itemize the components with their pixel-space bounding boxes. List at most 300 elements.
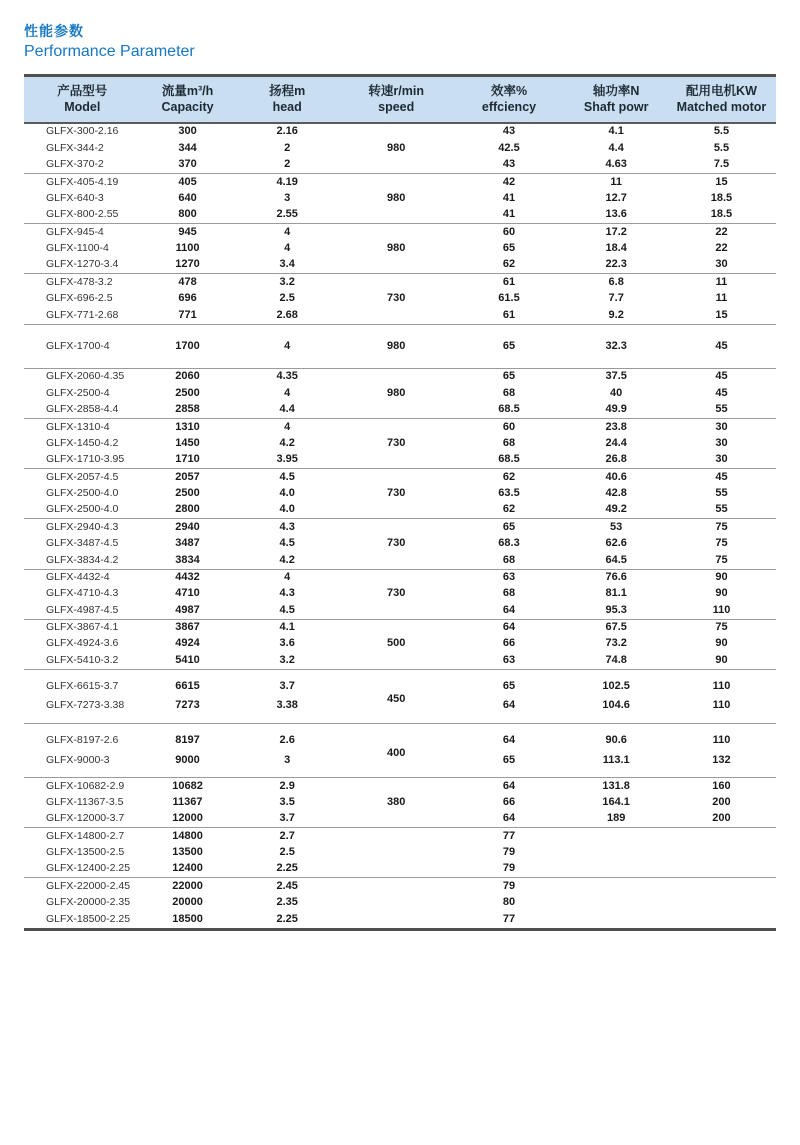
cell-efficiency: 62 — [453, 469, 566, 486]
cell-motor: 75 — [715, 537, 728, 550]
cell-model: GLFX-370-2 — [46, 158, 104, 171]
cell-model: GLFX-2940-4.3 — [24, 519, 141, 536]
table-row — [24, 369, 776, 386]
cell-shaft-power: 189 — [606, 812, 626, 825]
cell-model: GLFX-1310-4 — [24, 419, 141, 436]
cell-motor: 200 — [712, 812, 731, 825]
cell-shaft-power: 104.6 — [602, 699, 630, 712]
cell-capacity: 771 — [178, 308, 197, 321]
cell-model: GLFX-3867-4.1 — [24, 619, 141, 636]
cell-motor: 110 — [712, 603, 731, 616]
cell-capacity: 405 — [141, 174, 235, 191]
column-header-zh: 产品型号 — [57, 84, 108, 98]
cell-model: GLFX-4710-4.3 — [46, 587, 119, 600]
cell-motor: 15 — [715, 308, 728, 321]
cell-efficiency: 77 — [502, 912, 516, 925]
cell-shaft-power: 7.7 — [608, 292, 624, 305]
cell-model: GLFX-344-2 — [46, 141, 104, 154]
table-row — [24, 569, 776, 586]
column-header-en: speed — [378, 100, 415, 114]
cell-shaft-power: 131.8 — [565, 778, 667, 795]
cell-shaft-power: 76.6 — [565, 569, 667, 586]
cell-efficiency: 64 — [502, 812, 516, 825]
cell-efficiency: 65 — [453, 369, 566, 386]
cell-motor: 90 — [715, 637, 728, 650]
cell-head: 3 — [284, 191, 291, 204]
cell-capacity: 1100 — [175, 242, 200, 255]
cell-capacity: 12000 — [172, 812, 203, 825]
cell-motor: 11 — [715, 292, 728, 305]
cell-speed — [340, 828, 453, 878]
cell-model: GLFX-2858-4.4 — [46, 403, 119, 416]
cell-efficiency: 79 — [453, 878, 566, 895]
cell-capacity: 1270 — [175, 258, 200, 271]
cell-efficiency: 60 — [453, 224, 566, 241]
cell-efficiency: 42 — [453, 174, 566, 191]
cell-capacity: 3867 — [141, 619, 235, 636]
cell-head: 3 — [284, 753, 291, 766]
cell-efficiency: 77 — [453, 828, 566, 845]
cell-efficiency: 61 — [453, 274, 566, 291]
cell-efficiency: 68 — [502, 587, 516, 600]
cell-head: 3.5 — [279, 795, 295, 808]
cell-model: GLFX-2060-4.35 — [24, 369, 141, 386]
cell-capacity: 13500 — [172, 846, 203, 859]
cell-shaft-power: 42.8 — [605, 487, 627, 500]
cell-model: GLFX-2500-4 — [46, 386, 110, 399]
cell-model: GLFX-1700-4 — [24, 324, 141, 369]
cell-efficiency: 65 — [502, 753, 516, 766]
cell-speed: 980 — [340, 123, 453, 174]
cell-motor: 5.5 — [667, 123, 776, 140]
cell-motor: 18.5 — [710, 208, 733, 221]
cell-model: GLFX-4924-3.6 — [46, 637, 119, 650]
cell-capacity: 4924 — [175, 637, 200, 650]
cell-efficiency: 63.5 — [498, 487, 520, 500]
cell-head: 4.2 — [279, 436, 295, 449]
performance-parameter-table — [24, 74, 776, 931]
cell-model: GLFX-8197-2.6 — [24, 724, 141, 751]
cell-head: 4 — [284, 242, 291, 255]
cell-speed: 980 — [340, 174, 453, 224]
cell-capacity: 640 — [178, 191, 197, 204]
table-row — [24, 828, 776, 845]
cell-speed: 380 — [340, 778, 453, 828]
cell-capacity: 2057 — [141, 469, 235, 486]
cell-motor: 11 — [667, 274, 776, 291]
cell-model: GLFX-10682-2.9 — [24, 778, 141, 795]
column-header-capacity — [141, 76, 235, 124]
cell-speed: 450 — [340, 669, 453, 723]
cell-model: GLFX-2500-4.0 — [46, 487, 119, 500]
cell-efficiency: 43 — [502, 158, 516, 171]
column-header-zh: 轴功率N — [592, 84, 640, 98]
cell-motor — [667, 895, 776, 911]
table-row — [24, 724, 776, 751]
cell-speed: 980 — [340, 369, 453, 419]
cell-head: 2.25 — [276, 912, 298, 925]
cell-efficiency: 62 — [502, 258, 516, 271]
cell-motor: 110 — [712, 699, 731, 712]
cell-efficiency: 43 — [453, 123, 566, 140]
cell-shaft-power: 62.6 — [605, 537, 627, 550]
cell-efficiency: 64 — [453, 778, 566, 795]
cell-head: 4.5 — [279, 537, 295, 550]
cell-capacity: 344 — [178, 141, 197, 154]
column-header-en: Model — [64, 100, 101, 114]
cell-shaft-power: 113.1 — [602, 753, 630, 766]
cell-motor: 45 — [667, 369, 776, 386]
cell-head: 2.35 — [276, 896, 298, 909]
cell-head: 2.9 — [235, 778, 340, 795]
cell-model: GLFX-1100-4 — [46, 242, 109, 255]
page-title-en: Performance Parameter — [24, 43, 195, 60]
cell-efficiency: 68.5 — [498, 453, 520, 466]
cell-shaft-power: 23.8 — [565, 419, 667, 436]
cell-shaft-power: 40 — [610, 386, 623, 399]
cell-shaft-power: 12.7 — [605, 191, 627, 204]
cell-capacity: 3487 — [175, 537, 200, 550]
cell-model: GLFX-3487-4.5 — [46, 537, 119, 550]
cell-motor — [667, 861, 776, 878]
cell-efficiency: 41 — [502, 191, 516, 204]
cell-model: GLFX-945-4 — [24, 224, 141, 241]
table-row — [24, 324, 776, 369]
table-header — [24, 76, 776, 124]
title-block — [0, 0, 800, 74]
cell-capacity: 370 — [178, 158, 197, 171]
cell-capacity: 4432 — [141, 569, 235, 586]
column-header-en: Matched motor — [676, 100, 767, 114]
cell-shaft-power: 24.4 — [605, 436, 627, 449]
cell-motor: 22 — [667, 224, 776, 241]
cell-motor: 55 — [715, 503, 728, 516]
cell-efficiency: 61.5 — [498, 292, 520, 305]
cell-capacity: 9000 — [175, 753, 200, 766]
cell-capacity: 20000 — [172, 896, 203, 909]
column-header-zh: 配用电机KW — [686, 84, 757, 98]
cell-head: 4 — [235, 224, 340, 241]
cell-shaft-power — [565, 861, 667, 878]
column-header-matched-motor — [667, 76, 776, 124]
column-header-efficiency — [453, 76, 566, 124]
cell-efficiency: 68 — [502, 436, 516, 449]
cell-head: 2.16 — [235, 123, 340, 140]
cell-motor — [667, 911, 776, 929]
cell-model: GLFX-9000-3 — [46, 753, 110, 766]
cell-head: 3.7 — [235, 669, 340, 696]
cell-efficiency: 68 — [502, 553, 516, 566]
cell-capacity: 6615 — [141, 669, 235, 696]
column-header-en: Capacity — [161, 100, 214, 114]
cell-efficiency: 65 — [453, 669, 566, 696]
cell-capacity: 1310 — [141, 419, 235, 436]
cell-capacity: 2500 — [175, 487, 200, 500]
cell-head: 2 — [284, 158, 291, 171]
cell-model: GLFX-696-2.5 — [46, 292, 113, 305]
cell-shaft-power: 90.6 — [565, 724, 667, 751]
cell-head: 2.55 — [276, 208, 298, 221]
cell-efficiency: 63 — [453, 569, 566, 586]
cell-shaft-power: 22.3 — [605, 258, 627, 271]
cell-efficiency: 64 — [502, 603, 516, 616]
table-row — [24, 778, 776, 795]
cell-motor: 30 — [667, 419, 776, 436]
column-header-head — [235, 76, 340, 124]
cell-model: GLFX-300-2.16 — [24, 123, 141, 140]
cell-model: GLFX-11367-3.5 — [46, 795, 124, 808]
cell-head: 2.5 — [279, 846, 295, 859]
cell-head: 3.95 — [276, 453, 298, 466]
cell-speed: 730 — [340, 519, 453, 569]
cell-motor: 160 — [667, 778, 776, 795]
cell-head: 2.6 — [235, 724, 340, 751]
cell-capacity: 478 — [141, 274, 235, 291]
cell-model: GLFX-478-3.2 — [24, 274, 141, 291]
cell-head: 4.0 — [279, 487, 295, 500]
cell-shaft-power: 13.6 — [605, 208, 627, 221]
cell-capacity: 5410 — [175, 653, 200, 666]
table-body — [24, 123, 776, 929]
cell-head: 4.0 — [279, 503, 295, 516]
cell-capacity: 3834 — [175, 553, 200, 566]
cell-capacity: 2940 — [141, 519, 235, 536]
cell-shaft-power: 102.5 — [565, 669, 667, 696]
cell-model: GLFX-3834-4.2 — [46, 553, 119, 566]
cell-motor: 45 — [667, 324, 776, 369]
table-row — [24, 619, 776, 636]
cell-head: 2.45 — [235, 878, 340, 895]
table-row — [24, 419, 776, 436]
table-row — [24, 224, 776, 241]
cell-head: 4.3 — [279, 587, 295, 600]
cell-efficiency: 60 — [453, 419, 566, 436]
cell-motor: 75 — [667, 519, 776, 536]
cell-head: 4 — [284, 386, 291, 399]
cell-motor: 18.5 — [710, 191, 733, 204]
cell-efficiency: 61 — [502, 308, 516, 321]
cell-shaft-power: 17.2 — [565, 224, 667, 241]
cell-model: GLFX-4432-4 — [24, 569, 141, 586]
cell-head: 4.2 — [279, 553, 295, 566]
cell-head: 2.7 — [235, 828, 340, 845]
cell-efficiency: 68 — [502, 386, 516, 399]
cell-efficiency: 41 — [502, 208, 516, 221]
cell-shaft-power: 4.63 — [605, 158, 627, 171]
cell-shaft-power — [565, 895, 667, 911]
cell-shaft-power: 6.8 — [565, 274, 667, 291]
table-row — [24, 469, 776, 486]
cell-model: GLFX-5410-3.2 — [46, 653, 119, 666]
column-header-zh: 扬程m — [269, 84, 306, 98]
cell-motor: 90 — [715, 653, 728, 666]
cell-motor — [667, 828, 776, 845]
cell-efficiency: 66 — [502, 637, 516, 650]
column-header-en: Shaft powr — [583, 100, 649, 114]
cell-head: 2.68 — [276, 308, 298, 321]
cell-head: 2.5 — [279, 292, 295, 305]
cell-shaft-power: 95.3 — [605, 603, 627, 616]
cell-motor: 45 — [667, 469, 776, 486]
cell-model: GLFX-1710-3.95 — [46, 453, 125, 466]
cell-model: GLFX-4987-4.5 — [46, 603, 119, 616]
column-header-zh: 效率% — [490, 84, 528, 98]
cell-speed — [340, 878, 453, 929]
cell-speed: 980 — [340, 324, 453, 369]
cell-shaft-power: 73.2 — [605, 637, 627, 650]
cell-head: 4.19 — [235, 174, 340, 191]
cell-head: 2 — [284, 141, 291, 154]
cell-motor: 110 — [667, 724, 776, 751]
cell-head: 4 — [235, 569, 340, 586]
cell-shaft-power: 11 — [565, 174, 667, 191]
cell-model: GLFX-20000-2.35 — [46, 896, 131, 909]
cell-capacity: 11367 — [172, 795, 203, 808]
cell-shaft-power: 49.2 — [605, 503, 627, 516]
table-row — [24, 878, 776, 895]
cell-head: 3.2 — [235, 274, 340, 291]
cell-capacity: 2858 — [175, 403, 200, 416]
cell-head: 4.5 — [235, 469, 340, 486]
cell-motor: 110 — [667, 669, 776, 696]
cell-model: GLFX-1270-3.4 — [46, 258, 119, 271]
cell-head: 4.3 — [235, 519, 340, 536]
cell-shaft-power — [565, 878, 667, 895]
cell-model: GLFX-13500-2.5 — [46, 846, 125, 859]
cell-shaft-power: 74.8 — [605, 653, 627, 666]
cell-capacity: 945 — [141, 224, 235, 241]
page-title-zh: 性能参数 — [24, 23, 84, 39]
cell-capacity: 8197 — [141, 724, 235, 751]
cell-capacity: 1700 — [141, 324, 235, 369]
cell-capacity: 18500 — [172, 912, 203, 925]
cell-shaft-power: 49.9 — [605, 403, 627, 416]
column-header-model — [24, 76, 141, 124]
cell-model: GLFX-640-3 — [46, 191, 104, 204]
cell-speed: 400 — [340, 724, 453, 778]
table-row — [24, 669, 776, 696]
cell-motor: 55 — [715, 403, 728, 416]
cell-motor: 55 — [715, 487, 728, 500]
table-row — [24, 123, 776, 140]
cell-model: GLFX-12400-2.25 — [46, 862, 131, 875]
column-header-shaft-power — [565, 76, 667, 124]
cell-capacity: 2500 — [175, 386, 200, 399]
cell-motor: 200 — [712, 795, 731, 808]
cell-efficiency: 64 — [453, 724, 566, 751]
cell-shaft-power: 81.1 — [605, 587, 627, 600]
cell-shaft-power: 32.3 — [565, 324, 667, 369]
cell-motor: 75 — [667, 619, 776, 636]
table-row — [24, 274, 776, 291]
cell-head: 4 — [235, 419, 340, 436]
cell-model: GLFX-1450-4.2 — [46, 436, 119, 449]
table-header-row — [24, 76, 776, 124]
cell-motor: 30 — [715, 258, 728, 271]
cell-capacity: 2800 — [175, 503, 200, 516]
cell-shaft-power: 26.8 — [605, 453, 627, 466]
cell-shaft-power: 37.5 — [565, 369, 667, 386]
cell-capacity: 10682 — [141, 778, 235, 795]
cell-capacity: 1450 — [175, 436, 200, 449]
cell-shaft-power: 53 — [565, 519, 667, 536]
cell-capacity: 4710 — [175, 587, 200, 600]
cell-model: GLFX-7273-3.38 — [46, 699, 125, 712]
column-header-zh: 流量m³/h — [161, 84, 214, 98]
cell-model: GLFX-405-4.19 — [24, 174, 141, 191]
cell-head: 3.6 — [279, 637, 295, 650]
cell-motor: 30 — [715, 436, 728, 449]
cell-efficiency: 62 — [502, 503, 516, 516]
cell-model: GLFX-12000-3.7 — [46, 812, 125, 825]
cell-motor: 132 — [712, 753, 731, 766]
cell-motor — [667, 878, 776, 895]
cell-shaft-power: 9.2 — [608, 308, 624, 321]
cell-model: GLFX-2057-4.5 — [24, 469, 141, 486]
cell-shaft-power: 40.6 — [565, 469, 667, 486]
cell-motor: 15 — [667, 174, 776, 191]
cell-motor: 5.5 — [713, 141, 730, 154]
cell-capacity: 22000 — [141, 878, 235, 895]
cell-efficiency: 66 — [502, 795, 516, 808]
cell-head: 4.5 — [279, 603, 295, 616]
cell-efficiency: 64 — [502, 699, 516, 712]
cell-speed: 730 — [340, 469, 453, 519]
cell-shaft-power: 4.1 — [565, 123, 667, 140]
cell-capacity: 1710 — [175, 453, 200, 466]
cell-efficiency: 64 — [453, 619, 566, 636]
cell-head: 3.2 — [279, 653, 295, 666]
cell-speed: 730 — [340, 419, 453, 469]
table-row — [24, 174, 776, 191]
column-header-en: head — [272, 100, 302, 114]
cell-capacity: 14800 — [141, 828, 235, 845]
cell-efficiency: 65 — [502, 242, 516, 255]
cell-speed: 500 — [340, 619, 453, 669]
cell-capacity: 2060 — [141, 369, 235, 386]
column-header-speed — [340, 76, 453, 124]
cell-shaft-power — [565, 828, 667, 845]
cell-efficiency: 63 — [502, 653, 516, 666]
column-header-en: effciency — [481, 100, 537, 114]
cell-efficiency: 80 — [502, 896, 516, 909]
cell-speed: 730 — [340, 569, 453, 619]
cell-motor: 30 — [715, 453, 728, 466]
cell-model: GLFX-800-2.55 — [46, 208, 119, 221]
cell-efficiency: 68.3 — [498, 537, 520, 550]
cell-motor — [667, 845, 776, 861]
cell-shaft-power: 164.1 — [602, 795, 630, 808]
cell-shaft-power: 18.4 — [605, 242, 627, 255]
cell-model: GLFX-2500-4.0 — [46, 503, 119, 516]
cell-head: 3.38 — [276, 699, 298, 712]
cell-efficiency: 65 — [453, 519, 566, 536]
cell-efficiency: 68.5 — [498, 403, 520, 416]
cell-shaft-power: 64.5 — [605, 553, 627, 566]
cell-head: 4 — [235, 324, 340, 369]
cell-head: 4.1 — [235, 619, 340, 636]
cell-capacity: 12400 — [172, 862, 203, 875]
cell-shaft-power — [565, 911, 667, 929]
cell-head: 4.35 — [235, 369, 340, 386]
cell-shaft-power — [565, 845, 667, 861]
cell-head: 4.4 — [279, 403, 295, 416]
cell-speed: 730 — [340, 274, 453, 324]
cell-model: GLFX-18500-2.25 — [46, 912, 131, 925]
cell-efficiency: 65 — [453, 324, 566, 369]
cell-model: GLFX-22000-2.45 — [24, 878, 141, 895]
cell-efficiency: 79 — [502, 846, 516, 859]
